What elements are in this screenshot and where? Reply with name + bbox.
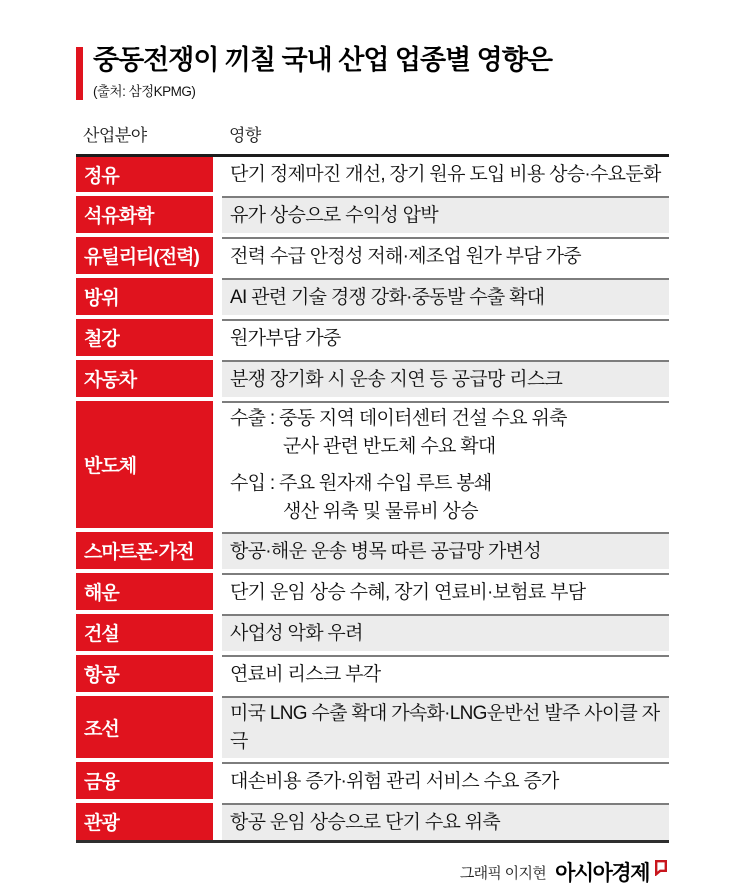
impact-line: 전력 수급 안정성 저해·제조업 원가 부담 가중 — [230, 245, 581, 267]
table-row — [76, 319, 669, 356]
column-header-sector: 산업분야 — [83, 126, 147, 145]
impact-line: AI 관련 기술 경쟁 강화·중동발 수출 확대 — [230, 286, 545, 308]
impact-line: 항공·해운 운송 병목 따른 공급망 가변성 — [230, 540, 541, 562]
sector-cell: 유틸리티(전력) — [76, 237, 213, 274]
sector-cell: 스마트폰·가전 — [76, 532, 213, 569]
column-headers — [76, 121, 669, 154]
impact-line: 수입 : 주요 원자재 수입 루트 봉쇄 — [230, 473, 492, 494]
table-row — [76, 401, 669, 528]
brand-logo-icon — [654, 859, 668, 876]
sector-cell: 정유 — [76, 157, 213, 192]
table-row — [76, 573, 669, 610]
impact-line: 유가 상승으로 수익성 압박 — [230, 204, 438, 226]
impact-group — [230, 809, 665, 837]
sector-cell: 건설 — [76, 614, 213, 651]
sector-cell: 관광 — [76, 803, 213, 840]
table-row — [76, 196, 669, 233]
impact-cell — [222, 278, 669, 315]
sector-cell: 방위 — [76, 278, 213, 315]
sector-cell: 금융 — [76, 762, 213, 799]
impact-line: 생산 위축 및 물류비 상승 — [283, 501, 478, 522]
table-row — [76, 803, 669, 840]
sector-cell: 반도체 — [76, 401, 213, 528]
impact-cell — [222, 196, 669, 233]
table-row — [76, 532, 669, 569]
table-row — [76, 360, 669, 397]
impact-line: 단기 운임 상승 수혜, 장기 연료비·보험료 부담 — [230, 581, 586, 603]
impact-group — [230, 325, 665, 353]
impact-group — [230, 161, 665, 189]
impact-cell — [222, 573, 669, 610]
table-row — [76, 696, 669, 758]
impact-group — [230, 243, 665, 271]
impact-table — [76, 154, 669, 843]
title-accent-bar — [76, 47, 83, 100]
table-row — [76, 278, 669, 315]
impact-line: 단기 정제마진 개선, 장기 원유 도입 비용 상승·수요둔화 — [230, 163, 661, 185]
header — [76, 44, 669, 100]
impact-cell — [222, 237, 669, 274]
impact-line: 대손비용 증가·위험 관리 서비스 수요 증가 — [230, 770, 559, 792]
impact-cell — [222, 401, 669, 528]
impact-line: 수출 : 중동 지역 데이터센터 건설 수요 위축 — [230, 408, 567, 429]
source-note: (출처: 삼정KPMG) — [93, 84, 196, 99]
impact-group — [230, 366, 665, 394]
impact-group — [230, 700, 665, 756]
impact-cell — [222, 762, 669, 799]
impact-cell — [222, 655, 669, 692]
impact-cell — [222, 532, 669, 569]
impact-group — [230, 768, 665, 796]
impact-cell — [222, 696, 669, 758]
impact-line: 항공 운임 상승으로 단기 수요 위축 — [230, 811, 501, 833]
brand-logo-text: 아시아경제 — [555, 862, 649, 885]
table-row — [76, 762, 669, 799]
impact-line: 연료비 리스크 부각 — [230, 663, 381, 685]
table-row — [76, 655, 669, 692]
table-row — [76, 237, 669, 274]
impact-group — [230, 284, 665, 312]
impact-line: 분쟁 장기화 시 운송 지연 등 공급망 리스크 — [230, 368, 563, 390]
impact-group — [230, 202, 665, 230]
sector-cell: 조선 — [76, 696, 213, 758]
impact-line: 미국 LNG 수출 확대 가속화·LNG운반선 발주 사이클 자극 — [230, 703, 660, 752]
impact-group — [230, 405, 665, 461]
footer — [76, 857, 669, 887]
sector-cell: 석유화학 — [76, 196, 213, 233]
impact-cell — [222, 360, 669, 397]
table-row — [76, 614, 669, 651]
impact-line: 사업성 악화 우려 — [230, 622, 363, 644]
sector-cell: 철강 — [76, 319, 213, 356]
graphic-credit: 그래픽 이지현 — [459, 864, 547, 882]
impact-cell — [222, 319, 669, 356]
table-row — [76, 157, 669, 192]
impact-cell — [222, 803, 669, 840]
impact-line: 원가부담 가중 — [230, 327, 341, 349]
column-header-impact: 영향 — [229, 126, 261, 145]
impact-group — [230, 661, 665, 689]
impact-group — [230, 470, 665, 526]
impact-cell — [222, 157, 669, 192]
impact-group — [230, 538, 665, 566]
page-title: 중동전쟁이 끼칠 국내 산업 업종별 영향은 — [93, 45, 552, 75]
impact-group — [230, 620, 665, 648]
sector-cell: 해운 — [76, 573, 213, 610]
impact-line: 군사 관련 반도체 수요 확대 — [283, 436, 496, 457]
sector-cell: 항공 — [76, 655, 213, 692]
impact-cell — [222, 614, 669, 651]
sector-cell: 자동차 — [76, 360, 213, 397]
impact-group — [230, 579, 665, 607]
